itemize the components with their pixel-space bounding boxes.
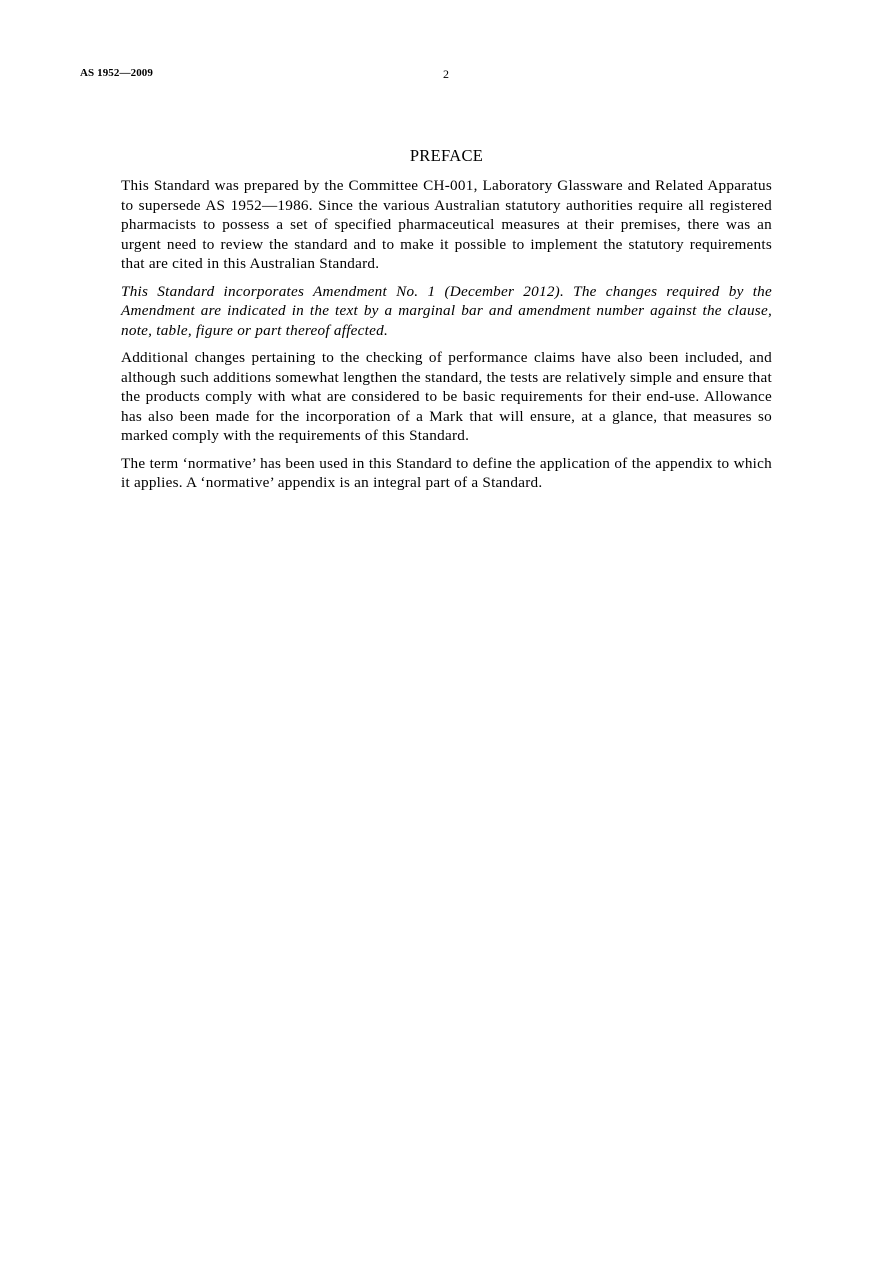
paragraph-committee: This Standard was prepared by the Committee CH-001, Laboratory Glassware and Related Apparatus to supersede AS 1952—1986. Since the various Australian statutory authorities require all registered pharmacists to possess a set of specified pharmaceutical measures at their premises, there was an urgent need to review the standard and to make it possible to implement the statutory requirements that are cited in this Australian Standard. xyxy=(121,177,772,272)
preface-section xyxy=(121,146,772,501)
paragraph-amendment-note: This Standard incorporates Amendment No. 1 (December 2012). The changes required by the Amendment are indicated in the text by a marginal bar and amendment number against the clause, note, table, figure or part thereof affected. xyxy=(121,282,772,339)
section-title: PREFACE xyxy=(409,146,484,165)
document-id: AS 1952—2009 xyxy=(80,67,154,79)
page-number: 2 xyxy=(443,67,449,81)
paragraph-additional-changes: Additional changes pertaining to the checking of performance claims have also been included, and although such additions somewhat lengthen the standard, the tests are relatively simple and ensure that the products comply with what are considered to be basic requirements for their end-use. Allowance has also been made for the incorporation of a Mark that will ensure, at a glance, that measures so marked comply with the requirements of this Standard. xyxy=(121,349,772,444)
paragraph-normative-term: The term ‘normative’ has been used in this Standard to define the application of the appendix to which it applies. A ‘normative’ appendix is an integral part of a Standard. xyxy=(121,454,772,491)
